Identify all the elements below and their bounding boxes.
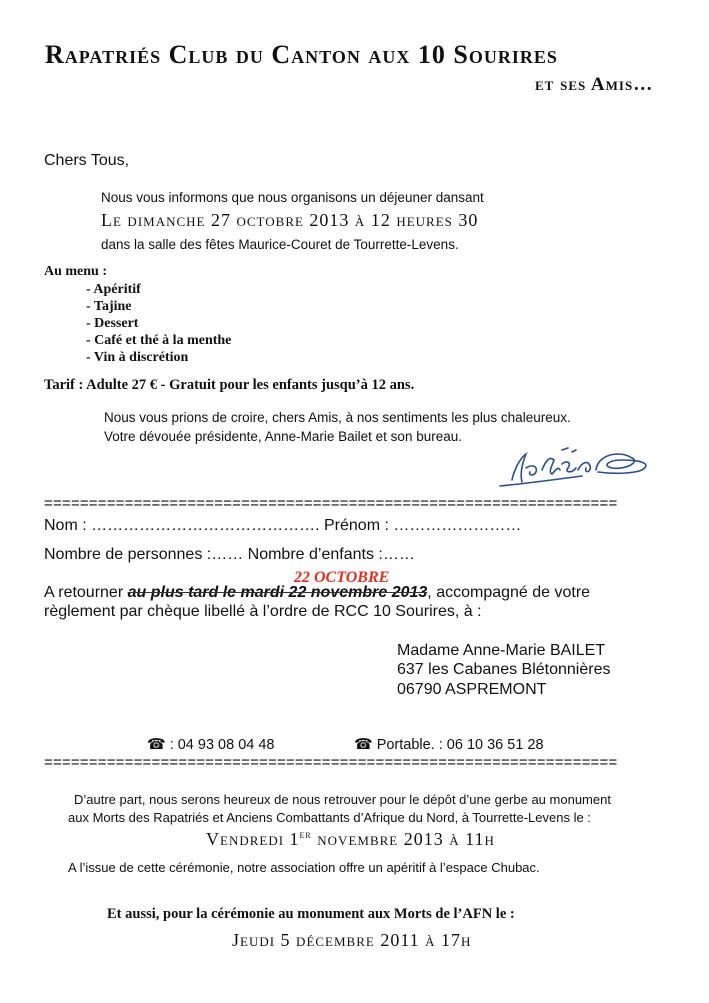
menu-item: - Dessert [86, 316, 139, 331]
intro-line: Nous vous informons que nous organisons un déjeuner dansant [101, 190, 484, 205]
portable-line [354, 735, 544, 753]
ceremony-line: D’autre part, nous serons heureux de nous retrouver pour le dépôt d’une gerbe au monument [74, 792, 611, 807]
telephone-icon: ☎ [147, 736, 166, 753]
separator: ================================================================ [44, 495, 618, 512]
ceremony-line: A l’issue de cette cérémonie, notre association offre un apéritif à l’espace Chubac. [68, 860, 540, 875]
tarif: Tarif : Adulte 27 € - Gratuit pour les enfants jusqu’à 12 ans. [44, 377, 415, 393]
page-title: Rapatriés Club du Canton aux 10 Sourires [45, 40, 558, 69]
ceremony-date-a: Vendredi 1 [206, 829, 300, 849]
nom-prenom-field[interactable]: Nom : ……………………………………. Prénom : …………………… [44, 517, 522, 534]
date-correction: 22 OCTOBRE [294, 569, 390, 586]
menu-item: - Tajine [86, 299, 132, 314]
telephone-icon: ☎ [354, 736, 373, 753]
retour-line [44, 584, 590, 602]
ceremony-date-sup: er [299, 829, 312, 841]
menu-heading: Au menu : [44, 264, 108, 279]
afn-line: Et aussi, pour la cérémonie au monument aux Morts de l’AFN le : [107, 906, 515, 922]
retour-deadline: au plus tard le mardi 22 novembre 2013 [127, 584, 428, 601]
retour-line-2: règlement par chèque libellé à l’ordre de RCC 10 Sourires, à : [44, 603, 482, 620]
phone-line [147, 735, 275, 753]
menu-item: - Vin à discrétion [86, 350, 189, 365]
retour-suffix: , accompagné de votre [427, 584, 591, 601]
address-street: 637 les Cabanes Blétonnières [397, 661, 611, 678]
venue-line: dans la salle des fêtes Maurice-Couret de Tourrette-Levens. [101, 237, 459, 252]
closing-line: Votre dévouée présidente, Anne-Marie Bailet et son bureau. [104, 429, 462, 444]
ceremony-date [206, 829, 495, 850]
ceremony-line: aux Morts des Rapatriés et Anciens Combattants d’Afrique du Nord, à Tourrette-Levens le : [68, 810, 591, 825]
menu-item: - Apéritif [86, 282, 141, 297]
separator: ================================================================ [44, 754, 618, 771]
retour-prefix: A retourner [44, 584, 128, 601]
menu-item: - Café et thé à la menthe [86, 333, 232, 348]
nombre-field[interactable]: Nombre de personnes :…… Nombre d’enfants :…… [44, 546, 415, 563]
ceremony-date-b: novembre 2013 à 11h [311, 829, 495, 849]
address-name: Madame Anne-Marie BAILET [397, 642, 606, 659]
page-subtitle: et ses Amis… [535, 74, 654, 95]
closing-line: Nous vous prions de croire, chers Amis, à nos sentiments les plus chaleureux. [104, 410, 571, 425]
portable-number: Portable. : 06 10 36 51 28 [376, 737, 544, 753]
event-date: Le dimanche 27 octobre 2013 à 12 heures 30 [101, 210, 479, 230]
phone-number: : 04 93 08 04 48 [169, 737, 275, 753]
afn-date: Jeudi 5 décembre 2011 à 17h [232, 930, 472, 950]
address-city: 06790 ASPREMONT [397, 681, 547, 698]
signature-image [492, 440, 667, 500]
greeting: Chers Tous, [44, 152, 130, 169]
